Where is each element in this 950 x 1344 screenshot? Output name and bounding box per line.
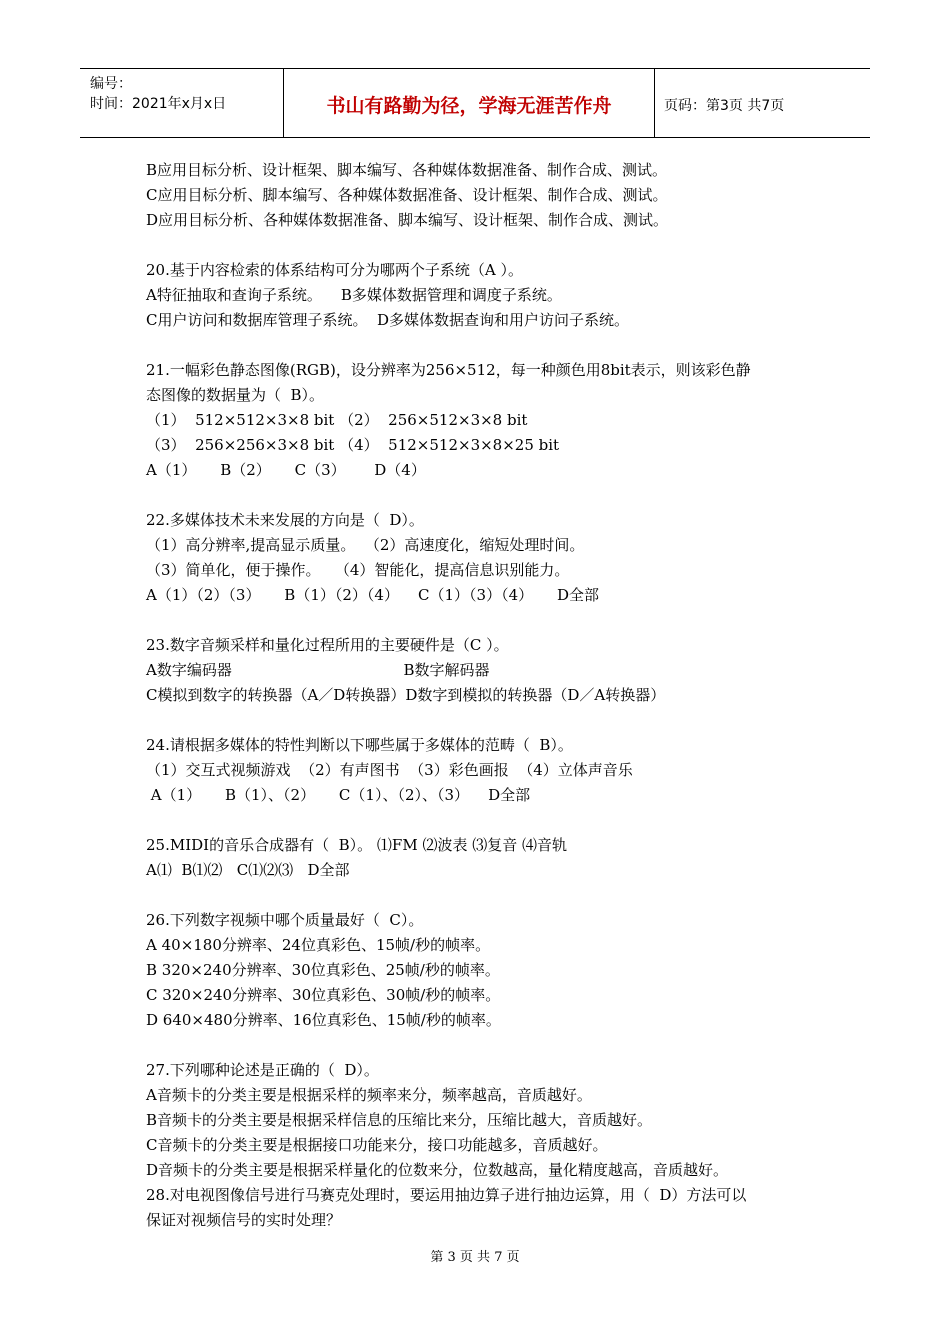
text-line: C音频卡的分类主要是根据接口功能来分，接口功能越多，音质越好。 bbox=[146, 1136, 608, 1154]
blank-line bbox=[146, 483, 826, 508]
text-line: D 640×480分辨率、16位真彩色、15帧/秒的帧率。 bbox=[146, 1011, 501, 1029]
text-line: A（1） B（1）、（2） C（1）、（2）、（3） D全部 bbox=[146, 786, 531, 804]
blank-line bbox=[146, 808, 826, 833]
text-line: （3） 256×256×3×8 bit （4） 512×512×3×8×25 bit bbox=[146, 436, 560, 454]
blank-line bbox=[146, 333, 826, 358]
blank-line bbox=[146, 883, 826, 908]
text-line: A音频卡的分类主要是根据采样的频率来分，频率越高，音质越好。 bbox=[146, 1086, 592, 1104]
text-line: （1） 512×512×3×8 bit （2） 256×512×3×8 bit bbox=[146, 411, 528, 429]
text-line: D应用目标分析、各种媒体数据准备、脚本编写、设计框架、制作合成、测试。 bbox=[146, 211, 669, 229]
header-page-cell bbox=[654, 69, 870, 137]
text-line: C 320×240分辨率、30位真彩色、30帧/秒的帧率。 bbox=[146, 986, 501, 1004]
header-motto: 书山有路勤为径，学海无涯苦作舟 bbox=[326, 95, 612, 117]
page-header bbox=[80, 68, 870, 138]
text-line: 26.下列数字视频中哪个质量最好（ C）。 bbox=[146, 911, 424, 929]
text-line: A（1） B（2） C（3） D（4） bbox=[146, 461, 426, 479]
text-line: （3）简单化，便于操作。 （4）智能化，提高信息识别能力。 bbox=[146, 561, 570, 579]
text-line: C用户访问和数据库管理子系统。 D多媒体数据查询和用户访问子系统。 bbox=[146, 311, 630, 329]
blank-line bbox=[146, 233, 826, 258]
text-line: A数字编码器 B数字解码器 bbox=[146, 661, 490, 679]
text-line: A（1）（2）（3） B（1）（2）（4） C（1）（3）（4） D全部 bbox=[146, 586, 600, 604]
text-line: 25.MIDI的音乐合成器有（ B）。 ⑴FM ⑵波表 ⑶复音 ⑷音轨 bbox=[146, 836, 567, 854]
text-line: 21.一幅彩色静态图像(RGB)，设分辨率为256×512，每一种颜色用8bit表示，则该彩色静 bbox=[146, 361, 751, 379]
header-page-info: 页码：第3页 共7页 bbox=[664, 98, 785, 114]
document-date: 时间：2021年x月x日 bbox=[90, 96, 227, 112]
header-motto-cell bbox=[283, 69, 655, 137]
text-line: 保证对视频信号的实时处理？ bbox=[146, 1211, 342, 1229]
blank-line bbox=[146, 708, 826, 733]
blank-line bbox=[146, 1033, 826, 1058]
question-body bbox=[146, 158, 826, 1233]
text-line: B音频卡的分类主要是根据采样信息的压缩比来分，压缩比越大，音质越好。 bbox=[146, 1111, 653, 1129]
text-line: A特征抽取和查询子系统。 B多媒体数据管理和调度子系统。 bbox=[146, 286, 562, 304]
text-line: 28.对电视图像信号进行马赛克处理时，要运用抽边算子进行抽边运算，用（ D）方法可以 bbox=[146, 1186, 747, 1204]
text-line: 22.多媒体技术未来发展的方向是（ D）。 bbox=[146, 511, 424, 529]
text-line: （1）交互式视频游戏 （2）有声图书 （3）彩色画报 （4）立体声音乐 bbox=[146, 761, 633, 779]
header-meta bbox=[80, 69, 283, 137]
text-line: 23.数字音频采样和量化过程所用的主要硬件是（C ）。 bbox=[146, 636, 509, 654]
text-line: 24.请根据多媒体的特性判断以下哪些属于多媒体的范畴（ B）。 bbox=[146, 736, 573, 754]
text-line: （1）高分辨率,提高显示质量。 （2）高速度化，缩短处理时间。 bbox=[146, 536, 585, 554]
text-line: 20.基于内容检索的体系结构可分为哪两个子系统（A ）。 bbox=[146, 261, 523, 279]
blank-line bbox=[146, 608, 826, 633]
text-line: 27.下列哪种论述是正确的（ D）。 bbox=[146, 1061, 379, 1079]
document-number-label: 编号： bbox=[90, 76, 132, 92]
text-line: 态图像的数据量为（ B）。 bbox=[146, 386, 325, 404]
text-line: C应用目标分析、脚本编写、各种媒体数据准备、设计框架、制作合成、测试。 bbox=[146, 186, 668, 204]
text-line: C模拟到数字的转换器（A／D转换器）D数字到模拟的转换器（D／A转换器） bbox=[146, 686, 666, 704]
text-line: B应用目标分析、设计框架、脚本编写、各种媒体数据准备、制作合成、测试。 bbox=[146, 161, 668, 179]
text-line: B 320×240分辨率、30位真彩色、25帧/秒的帧率。 bbox=[146, 961, 500, 979]
text-line: A 40×180分辨率、24位真彩色、15帧/秒的帧率。 bbox=[146, 936, 491, 954]
text-line: D音频卡的分类主要是根据采样量化的位数来分，位数越高，量化精度越高，音质越好。 bbox=[146, 1161, 729, 1179]
text-line: A⑴ B⑴⑵ C⑴⑵⑶ D全部 bbox=[146, 861, 350, 879]
page-footer: 第 3 页 共 7 页 bbox=[430, 1250, 520, 1265]
